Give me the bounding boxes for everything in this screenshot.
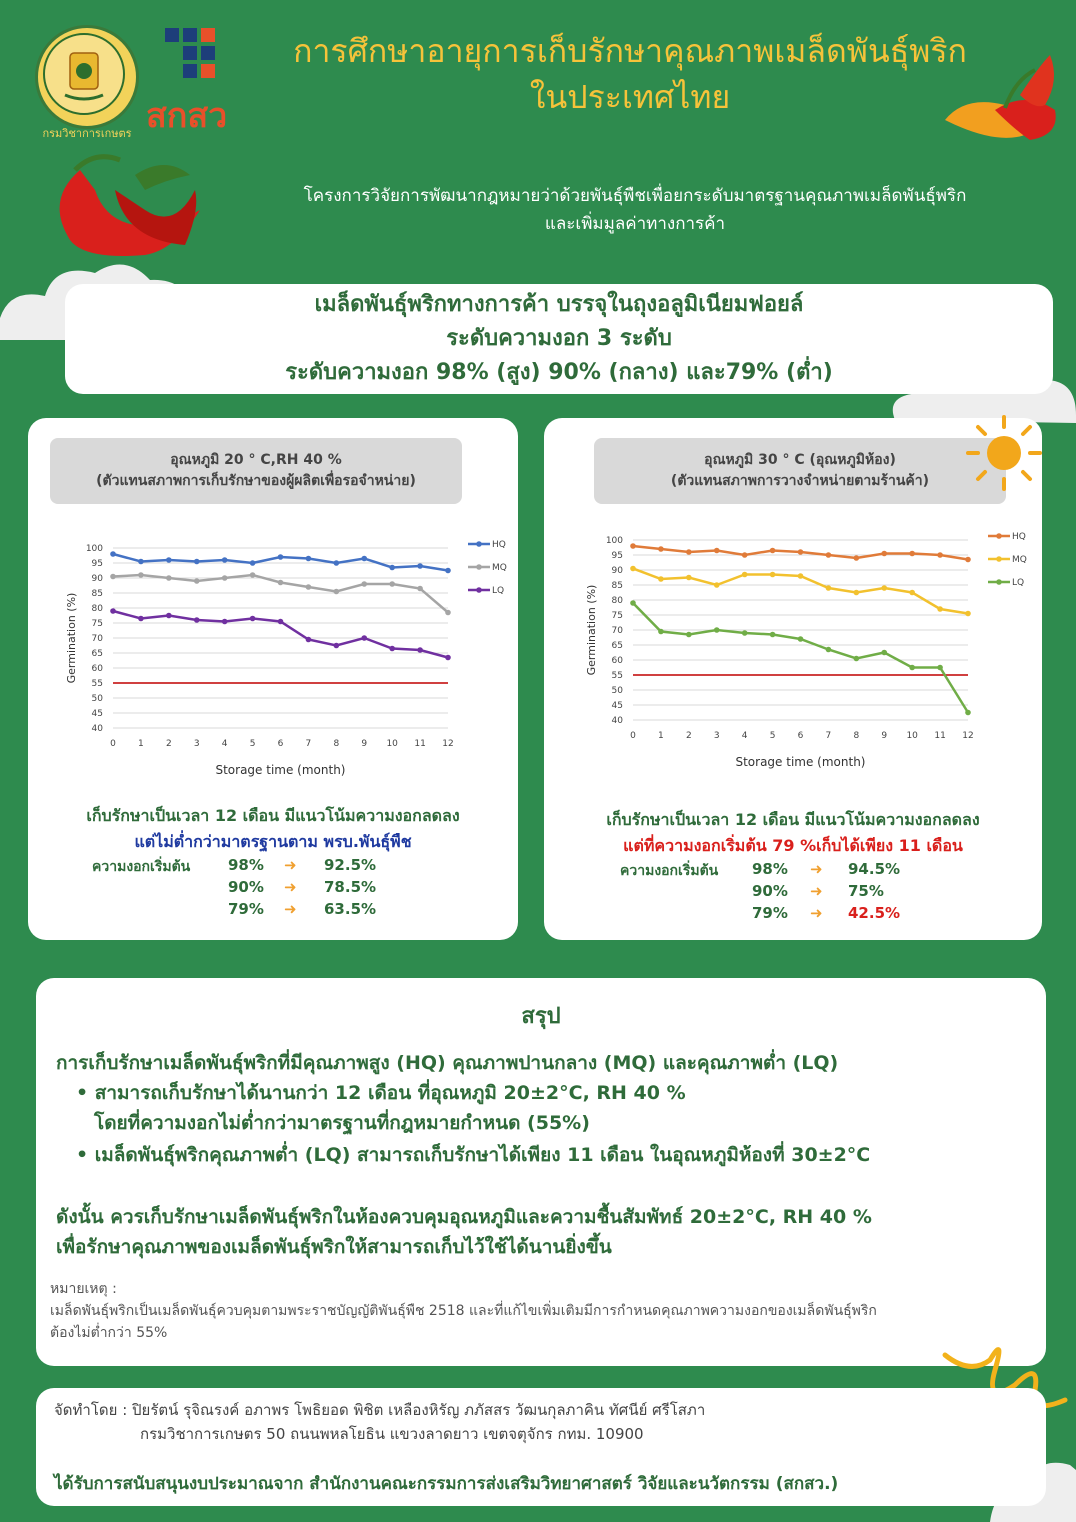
data-point-lq xyxy=(417,647,423,653)
data-point-hq xyxy=(686,549,692,555)
y-tick-label: 95 xyxy=(611,551,623,561)
data-point-hq xyxy=(194,559,200,565)
seed-start: 98% xyxy=(228,856,264,874)
data-point-lq xyxy=(445,655,451,661)
y-tick-label: 90 xyxy=(91,574,103,584)
y-tick-label: 90 xyxy=(611,566,623,576)
sun-icon xyxy=(964,413,1044,493)
data-point-mq xyxy=(194,578,200,584)
x-tick-label: 10 xyxy=(906,731,918,741)
data-point-mq xyxy=(445,610,451,616)
funding-support: ได้รับการสนับสนุนงบประมาณจาก สำนักงานคณะกรรมการส่งเสริมวิทยาศาสตร์ วิจัยและนวัตกรรม (สกสว.) xyxy=(54,1474,839,1494)
data-point-lq xyxy=(110,608,116,614)
data-point-mq xyxy=(686,575,692,581)
seed-row xyxy=(620,904,940,926)
panel-30c xyxy=(544,418,1042,940)
chart-20c xyxy=(38,536,508,806)
y-axis-label: Germination (%) xyxy=(585,584,598,676)
y-axis-label: Germination (%) xyxy=(65,592,78,684)
legend-label: LQ xyxy=(492,586,505,596)
x-tick-label: 4 xyxy=(741,731,748,741)
seed-row xyxy=(92,900,392,922)
legend-label: HQ xyxy=(1012,532,1026,542)
data-point-mq xyxy=(389,581,395,587)
summary-bullet-1-cont: โดยที่ความงอกไม่ต่ำกว่ามาตรฐานที่กฎหมายกำหนด (55%) xyxy=(94,1112,590,1134)
headline-box xyxy=(65,284,1053,394)
condition-line-1: อุณหภูมิ 20 ° C,RH 40 % xyxy=(170,452,342,468)
seed-start: 90% xyxy=(228,878,264,896)
bullet-1-text: สามารถเก็บรักษาได้นานกว่า 12 เดือน ที่อุณหภูมิ 20±2°C, RH 40 % xyxy=(94,1082,686,1104)
y-tick-label: 45 xyxy=(611,701,623,711)
x-tick-label: 7 xyxy=(825,731,832,741)
legend-marker xyxy=(996,556,1002,562)
data-point-hq xyxy=(361,556,367,562)
headline-line-3: ระดับความงอก 98% (สูง) 90% (กลาง) และ79% (ต่ำ) xyxy=(285,360,833,385)
data-point-lq xyxy=(222,619,228,625)
seed-start: 79% xyxy=(228,900,264,918)
y-tick-label: 50 xyxy=(611,686,623,696)
data-point-hq xyxy=(826,552,832,558)
seed-row xyxy=(92,878,392,900)
data-point-lq xyxy=(770,632,776,638)
seed-row xyxy=(620,882,940,904)
x-tick-label: 3 xyxy=(713,731,720,741)
seed-start: 79% xyxy=(752,904,788,922)
doa-logo-text: กรมวิชาการเกษตร xyxy=(42,127,132,140)
arrow-icon: ➜ xyxy=(284,878,297,896)
seed-table-20c xyxy=(92,856,392,922)
chart-30c xyxy=(558,528,1032,798)
x-tick-label: 12 xyxy=(962,731,974,741)
data-point-hq xyxy=(854,555,860,561)
data-point-hq xyxy=(110,551,116,557)
x-tick-label: 6 xyxy=(797,731,804,741)
legend-marker xyxy=(476,587,482,593)
data-point-hq xyxy=(658,546,664,552)
note-20c-1: เก็บรักษาเป็นเวลา 12 เดือน มีแนวโน้มความงอกลดลง xyxy=(86,806,460,825)
arrow-icon: ➜ xyxy=(810,904,823,922)
data-point-lq xyxy=(306,637,312,643)
data-point-mq xyxy=(742,572,748,578)
x-tick-label: 9 xyxy=(881,731,888,741)
seed-label: ความงอกเริ่มต้น xyxy=(620,863,719,879)
data-point-lq xyxy=(909,665,915,671)
summary-bullet-1: • สามารถเก็บรักษาได้นานกว่า 12 เดือน ที่อุณหภูมิ 20±2°C, RH 40 % xyxy=(76,1082,686,1104)
condition-30c xyxy=(594,438,1006,504)
x-tick-label: 9 xyxy=(361,739,368,749)
headline-line-2: ระดับความงอก 3 ระดับ xyxy=(446,326,672,351)
summary-box xyxy=(36,978,1046,1366)
y-tick-label: 100 xyxy=(85,544,103,554)
data-point-hq xyxy=(630,543,636,549)
y-tick-label: 40 xyxy=(611,716,623,726)
data-point-mq xyxy=(770,572,776,578)
series-line-lq xyxy=(633,603,968,713)
condition-line-2: (ตัวแทนสภาพการวางจำหน่ายตามร้านค้า) xyxy=(670,473,930,489)
legend-label: MQ xyxy=(492,563,507,573)
data-point-mq xyxy=(250,572,256,578)
data-point-mq xyxy=(306,584,312,590)
seed-end: 63.5% xyxy=(324,900,377,918)
legend-marker xyxy=(476,564,482,570)
x-tick-label: 0 xyxy=(110,739,116,749)
legend-marker xyxy=(996,579,1002,585)
data-point-hq xyxy=(798,549,804,555)
x-tick-label: 5 xyxy=(769,731,776,741)
seed-end: 94.5% xyxy=(848,860,901,878)
x-tick-label: 1 xyxy=(138,739,144,749)
data-point-hq xyxy=(909,551,915,557)
x-tick-label: 6 xyxy=(277,739,284,749)
y-tick-label: 70 xyxy=(91,634,103,644)
arrow-icon: ➜ xyxy=(284,900,297,918)
arrow-icon: ➜ xyxy=(810,860,823,878)
y-tick-label: 50 xyxy=(91,694,103,704)
headline-line-1: เมล็ดพันธุ์พริกทางการค้า บรรจุในถุงอลูมิเนียมฟอยล์ xyxy=(314,292,804,317)
note-20c-2: แต่ไม่ต่ำกว่ามาตรฐานตาม พรบ.พันธุ์พืช xyxy=(134,832,412,851)
data-point-lq xyxy=(194,617,200,623)
arrow-icon: ➜ xyxy=(284,856,297,874)
data-point-hq xyxy=(937,552,943,558)
chili-icon xyxy=(25,150,210,270)
data-point-lq xyxy=(937,665,943,671)
tsri-logo xyxy=(146,22,242,136)
data-point-mq xyxy=(166,575,172,581)
y-tick-label: 70 xyxy=(611,626,623,636)
seed-end: 92.5% xyxy=(324,856,377,874)
data-point-lq xyxy=(630,600,636,606)
y-tick-label: 100 xyxy=(605,536,623,546)
y-tick-label: 65 xyxy=(91,649,103,659)
seed-start: 90% xyxy=(752,882,788,900)
legend-label: HQ xyxy=(492,540,506,550)
subtitle-line-1: โครงการวิจัยการพัฒนากฎหมายว่าด้วยพันธุ์พืชเพื่อยกระดับมาตรฐานคุณภาพเมล็ดพันธุ์พริก xyxy=(303,186,967,206)
data-point-lq xyxy=(250,616,256,622)
y-tick-label: 55 xyxy=(91,679,103,689)
seed-start: 98% xyxy=(752,860,788,878)
legend-marker xyxy=(476,541,482,547)
y-tick-label: 85 xyxy=(91,589,103,599)
page-title xyxy=(250,28,1010,120)
data-point-hq xyxy=(250,560,256,566)
data-point-hq xyxy=(714,548,720,554)
y-tick-label: 45 xyxy=(91,709,103,719)
data-point-mq xyxy=(417,586,423,592)
data-point-mq xyxy=(937,606,943,612)
x-tick-label: 11 xyxy=(414,739,426,749)
data-point-mq xyxy=(138,572,144,578)
y-tick-label: 80 xyxy=(91,604,103,614)
x-tick-label: 4 xyxy=(221,739,228,749)
note-30c-2: แต่ที่ความงอกเริ่มต้น 79 %เก็บได้เพียง 11 เดือน xyxy=(623,836,963,855)
y-tick-label: 60 xyxy=(91,664,103,674)
data-point-lq xyxy=(881,650,887,656)
data-point-hq xyxy=(278,554,284,560)
data-point-lq xyxy=(714,627,720,633)
x-tick-label: 8 xyxy=(853,731,860,741)
credit-address: กรมวิชาการเกษตร 50 ถนนพหลโยธิน แขวงลาดยาว เขตจตุจักร กทม. 10900 xyxy=(140,1425,644,1443)
x-tick-label: 7 xyxy=(305,739,312,749)
bullet-2-text: เมล็ดพันธุ์พริกคุณภาพต่ำ (LQ) สามารถเก็บรักษาได้เพียง 11 เดือน ในอุณหภูมิห้องที่ 30±2°C xyxy=(94,1144,871,1166)
project-subtitle xyxy=(250,182,1020,238)
data-point-hq xyxy=(770,548,776,554)
series-line-lq xyxy=(113,611,448,658)
y-tick-label: 75 xyxy=(91,619,103,629)
seed-end: 75% xyxy=(848,882,884,900)
summary-conclusion-1: ดังนั้น ควรเก็บรักษาเมล็ดพันธุ์พริกในห้องควบคุมอุณหภูมิและความชื้นสัมพัทธ์ 20±2°C, RH 40 % xyxy=(56,1206,872,1228)
y-tick-label: 80 xyxy=(611,596,623,606)
data-point-lq xyxy=(798,636,804,642)
data-point-mq xyxy=(909,590,915,596)
x-tick-label: 11 xyxy=(934,731,946,741)
remark-line-1: เมล็ดพันธุ์พริกเป็นเมล็ดพันธุ์ควบคุมตามพระราชบัญญัติพันธุ์พืช 2518 และที่แก้ไขเพิ่มเติมมีการกำหนดคุณภาพความงอกของเมล็ดพันธุ์พริก xyxy=(50,1303,877,1319)
title-line-1: การศึกษาอายุการเก็บรักษาคุณภาพเมล็ดพันธุ์พริก xyxy=(293,32,967,70)
seed-row xyxy=(620,860,940,882)
credit-authors: จัดทำโดย : ปิยรัตน์ รุจิณรงค์ อภาพร โพธิยอด พิชิต เหลืองหิรัญ ภภัสสร วัฒนกุลภาคิน ทัศนีย์ ศรีโสภา xyxy=(54,1401,706,1419)
y-tick-label: 95 xyxy=(91,559,103,569)
x-tick-label: 8 xyxy=(333,739,340,749)
data-point-mq xyxy=(658,576,664,582)
data-point-lq xyxy=(854,656,860,662)
condition-line-2: (ตัวแทนสภาพการเก็บรักษาของผู้ผลิตเพื่อรอจำหน่าย) xyxy=(96,473,416,489)
credits xyxy=(54,1398,705,1446)
remark-label: หมายเหตุ : xyxy=(50,1281,117,1297)
data-point-hq xyxy=(334,560,340,566)
data-point-hq xyxy=(445,568,451,574)
seed-end: 42.5% xyxy=(848,904,901,922)
condition-line-1: อุณหภูมิ 30 ° C (อุณหภูมิห้อง) xyxy=(704,452,896,468)
y-tick-label: 85 xyxy=(611,581,623,591)
data-point-lq xyxy=(686,632,692,638)
x-axis-label: Storage time (month) xyxy=(215,763,346,777)
x-tick-label: 12 xyxy=(442,739,454,749)
x-axis-label: Storage time (month) xyxy=(735,755,866,769)
y-tick-label: 75 xyxy=(611,611,623,621)
data-point-mq xyxy=(965,611,971,617)
subtitle-line-2: และเพิ่มมูลค่าทางการค้า xyxy=(544,214,726,234)
data-point-lq xyxy=(658,629,664,635)
data-point-hq xyxy=(417,563,423,569)
x-tick-label: 1 xyxy=(658,731,664,741)
data-point-mq xyxy=(826,585,832,591)
legend-label: MQ xyxy=(1012,555,1027,565)
x-tick-label: 5 xyxy=(249,739,256,749)
y-tick-label: 40 xyxy=(91,724,103,734)
data-point-mq xyxy=(278,580,284,586)
data-point-mq xyxy=(854,590,860,596)
x-tick-label: 0 xyxy=(630,731,636,741)
data-point-hq xyxy=(881,551,887,557)
data-point-mq xyxy=(798,573,804,579)
x-tick-label: 2 xyxy=(685,731,692,741)
title-line-2: ในประเทศไทย xyxy=(529,78,731,116)
panel-20c xyxy=(28,418,518,940)
seed-table-30c xyxy=(620,860,940,926)
data-point-mq xyxy=(334,589,340,595)
y-tick-label: 65 xyxy=(611,641,623,651)
summary-conclusion-2: เพื่อรักษาคุณภาพของเมล็ดพันธุ์พริกให้สามารถเก็บไว้ใช้ได้นานยิ่งขึ้น xyxy=(56,1236,612,1258)
data-point-mq xyxy=(881,585,887,591)
note-30c-1: เก็บรักษาเป็นเวลา 12 เดือน มีแนวโน้มความงอกลดลง xyxy=(606,810,980,829)
summary-title: สรุป xyxy=(521,1004,561,1029)
data-point-hq xyxy=(389,565,395,571)
remark-line-2: ต้องไม่ต่ำกว่า 55% xyxy=(50,1325,168,1341)
data-point-lq xyxy=(361,635,367,641)
data-point-lq xyxy=(166,613,172,619)
data-point-hq xyxy=(166,557,172,563)
seed-row xyxy=(92,856,392,878)
condition-20c xyxy=(50,438,462,504)
data-point-hq xyxy=(222,557,228,563)
arrow-icon: ➜ xyxy=(810,882,823,900)
data-point-hq xyxy=(742,552,748,558)
legend-marker xyxy=(996,533,1002,539)
x-tick-label: 3 xyxy=(193,739,200,749)
y-tick-label: 55 xyxy=(611,671,623,681)
data-point-mq xyxy=(361,581,367,587)
y-tick-label: 60 xyxy=(611,656,623,666)
data-point-lq xyxy=(334,643,340,649)
summary-lead: การเก็บรักษาเมล็ดพันธุ์พริกที่มีคุณภาพสูง (HQ) คุณภาพปานกลาง (MQ) และคุณภาพต่ำ (LQ) xyxy=(56,1052,839,1074)
remark xyxy=(50,1278,1040,1344)
data-point-lq xyxy=(965,710,971,716)
legend-label: LQ xyxy=(1012,578,1025,588)
seed-label: ความงอกเริ่มต้น xyxy=(92,859,191,875)
data-point-mq xyxy=(630,566,636,572)
doa-logo xyxy=(35,25,139,140)
data-point-lq xyxy=(742,630,748,636)
data-point-mq xyxy=(222,575,228,581)
data-point-lq xyxy=(826,647,832,653)
data-point-hq xyxy=(965,557,971,563)
x-tick-label: 2 xyxy=(165,739,172,749)
data-point-lq xyxy=(278,619,284,625)
x-tick-label: 10 xyxy=(386,739,398,749)
data-point-mq xyxy=(714,582,720,588)
data-point-mq xyxy=(110,574,116,580)
data-point-hq xyxy=(138,559,144,565)
data-point-lq xyxy=(389,646,395,652)
footer-box xyxy=(36,1388,1046,1506)
data-point-hq xyxy=(306,556,312,562)
tsri-logo-text: สกสว xyxy=(146,96,228,136)
data-point-lq xyxy=(138,616,144,622)
summary-bullet-2: • เมล็ดพันธุ์พริกคุณภาพต่ำ (LQ) สามารถเก็บรักษาได้เพียง 11 เดือน ในอุณหภูมิห้องที่ 30±2°C xyxy=(76,1144,871,1166)
seed-end: 78.5% xyxy=(324,878,377,896)
